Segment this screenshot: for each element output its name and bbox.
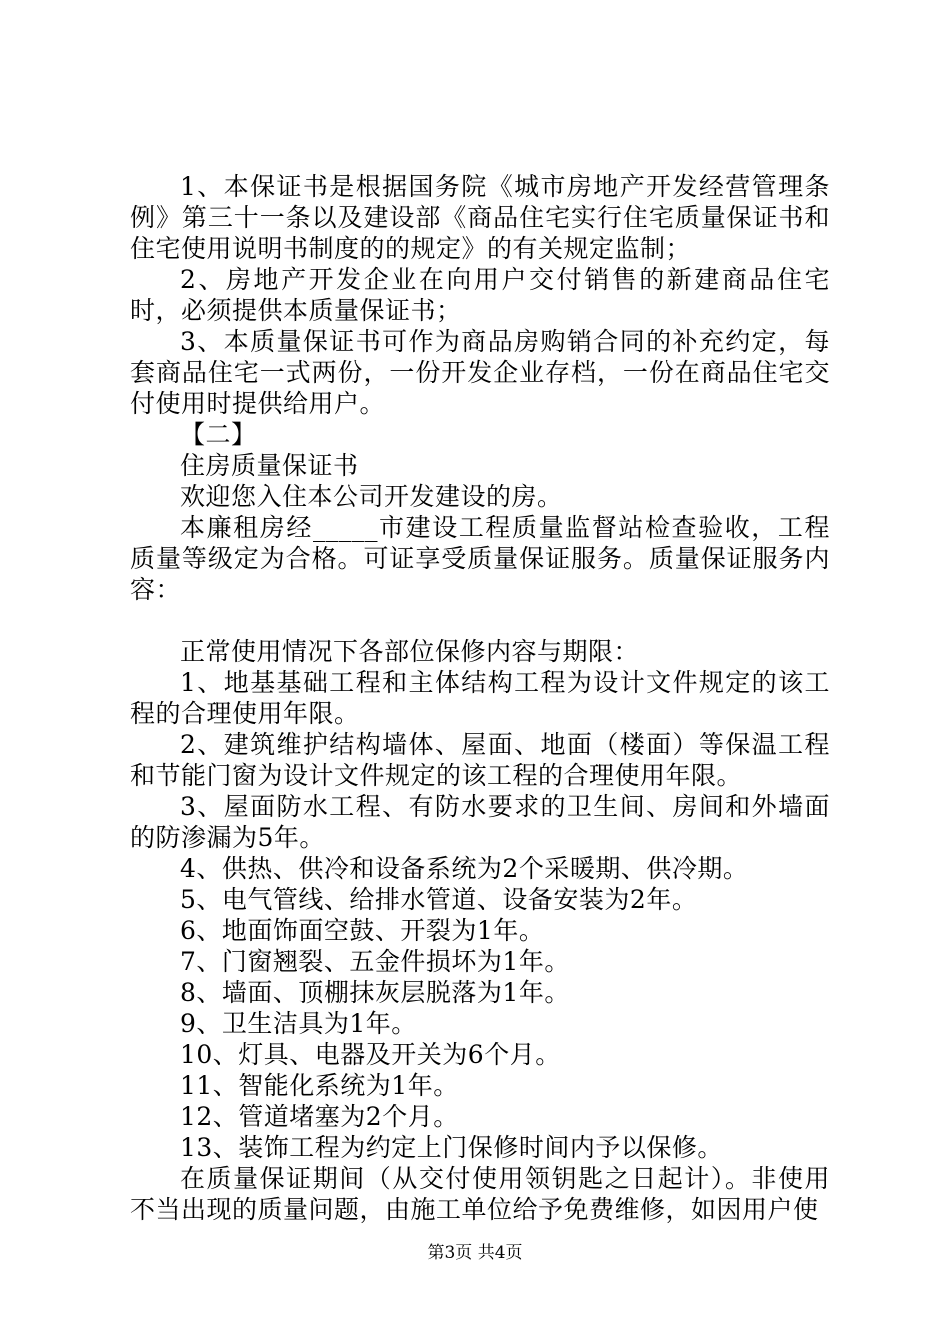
list-item: 9、卫生洁具为1年。 xyxy=(180,1009,417,1038)
list-item: 13、装饰工程为约定上门保修时间内予以保修。 xyxy=(180,1133,723,1162)
list-item: 5、电气管线、给排水管道、设备安装为2年。 xyxy=(180,885,698,914)
list-item: 7、门窗翘裂、五金件损坏为1年。 xyxy=(180,947,570,976)
list-item: 12、管道堵塞为2个月。 xyxy=(180,1102,459,1131)
list-item: 11、智能化系统为1年。 xyxy=(180,1071,459,1100)
paragraph: 3、本质量保证书可作为商品房购销合同的补充约定，每套商品住宅一式两份，一份开发企业存档，一份在商品住宅交付使用时提供给用户。 xyxy=(130,327,830,418)
paragraph: 欢迎您入住本公司开发建设的房。 xyxy=(180,482,563,511)
list-item: 1、地基基础工程和主体结构工程为设计文件规定的该工程的合理使用年限。 xyxy=(130,668,830,728)
page-footer: 第3页 共4页 xyxy=(427,1243,523,1263)
section-marker: 【二】 xyxy=(180,420,257,449)
paragraph: 2、房地产开发企业在向用户交付销售的新建商品住宅时，必须提供本质量保证书； xyxy=(130,265,830,325)
section-title: 住房质量保证书 xyxy=(180,451,359,480)
paragraph: 本廉租房经_____市建设工程质量监督站检查验收，工程质量等级定为合格。可证享受质量保证服务。质量保证服务内容： xyxy=(130,513,830,604)
list-item: 2、建筑维护结构墙体、屋面、地面（楼面）等保温工程和节能门窗为设计文件规定的该工程的合理使用年限。 xyxy=(130,730,830,790)
paragraph: 在质量保证期间（从交付使用领钥匙之日起计）。非使用不当出现的质量问题，由施工单位给予免费维修，如因用户使 xyxy=(130,1164,830,1224)
list-item: 10、灯具、电器及开关为6个月。 xyxy=(180,1040,561,1069)
document-body xyxy=(130,171,830,1225)
paragraph: 1、本保证书是根据国务院《城市房地产开发经营管理条例》第三十一条以及建设部《商品住宅实行住宅质量保证书和住宅使用说明书制度的的规定》的有关规定监制； xyxy=(130,172,830,263)
list-item: 4、供热、供冷和设备系统为2个采暖期、供冷期。 xyxy=(180,854,749,883)
list-item: 8、墙面、顶棚抹灰层脱落为1年。 xyxy=(180,978,570,1007)
blank-line xyxy=(130,605,830,636)
paragraph: 正常使用情况下各部位保修内容与期限： xyxy=(180,637,640,666)
list-item: 6、地面饰面空鼓、开裂为1年。 xyxy=(180,916,545,945)
list-item: 3、屋面防水工程、有防水要求的卫生间、房间和外墙面的防渗漏为5年。 xyxy=(130,792,830,852)
